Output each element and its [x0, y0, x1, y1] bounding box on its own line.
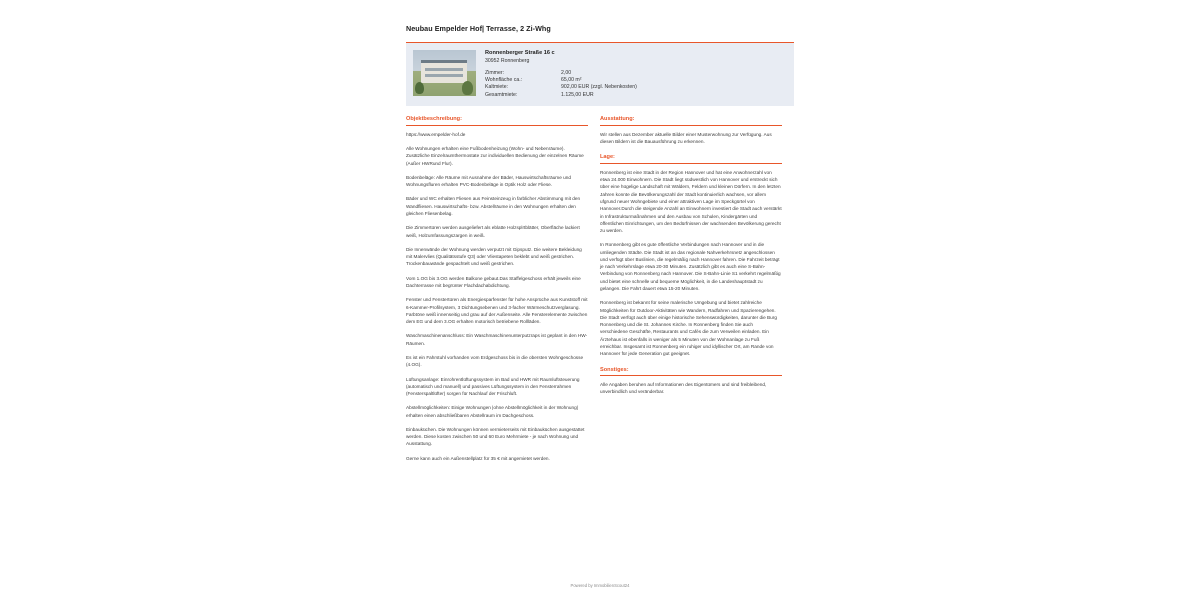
- fact-value: 2,00: [561, 70, 572, 77]
- description-paragraph: Die Zimmertüren werden ausgeliefert als eblatte Holzsplrtblätter, Oberfläche lackiert weiß, Holzumfassungszargen in weiß.: [406, 225, 580, 238]
- section-heading-objektbeschreibung: Objektbeschreibung:: [406, 116, 588, 126]
- lage-paragraph: In Ronnenberg gibt es gute öffentliche Verbindungen nach Hannover und in die umliegenden Städte. Die Stadt ist an das regionale Nahverkehrsnetz angeschlossen und verfügt über Buslinien, die regelmäßig nach Hannover fahren. Die Fahrzeit beträgt je nach Verkehrslage etwa 20-30 Minuten. Zusätzlich gibt es auch eine S-Bahn-Verbindung von Ronnenberg nach Hannover. Die S-Bahn-Linie S1 verkehrt regelmäßig und bietet eine schnelle und bequeme Möglichkeit, in die Landeshauptstadt zu gelangen. Die Fahrt dauert etwa 15-20 Minuten.: [600, 242, 781, 292]
- address-city: 30952 Ronnenberg: [485, 57, 530, 64]
- facts-table: [485, 70, 637, 99]
- description-paragraph: Gerne kann auch ein Außenstellplatz für 35 € mit angemietet werden.: [406, 455, 550, 461]
- description-paragraph: Abstellmöglichkeiten: Einige Wohnungen |ohne Abstellmöglichkeit in der Wohnung| erhalten einen abschließbaren Abstellraum im Dachgeschoss.: [406, 405, 578, 418]
- table-row: [485, 91, 637, 98]
- fact-label: Kaltmiete:: [485, 84, 509, 91]
- fact-value: 1.125,00 EUR: [561, 91, 594, 98]
- column-right: [600, 116, 782, 469]
- description-link[interactable]: https://www.empelder-hof.de: [406, 131, 466, 137]
- lage-paragraph: Ronnenberg ist bekannt für seine malerische Umgebung und bietet zahlreiche Möglichkeiten für Outdoor-Aktivitäten wie Wandern, Radfahren und Spazierengehen. Die Stadt verfügt auch über einige historische Sehenswürdigkeiten, darunter die Burg Ronnenberg und die St. Johannes Kirche. In Ronnenberg finden Sie auch verschiedene Geschäfte, Restaurants und Cafés die zum Verweilen einladen. Ein Ärztehaus ist ebenfalls in weniger als 5 Minuten von der Wohnanlage zu Fuß erreichbar. Insgesamt ist Ronnenberg ein ruhiger und idyllischer Ort, am Rande von Hannover für jede Generation gut geeignet.: [600, 300, 777, 357]
- description-paragraph: Lüftungsanlage: Einrohrentlüftungssystem im Bad und HWR mit Raumluftsteuerung (automatisch und manuell) und passives Lüftungssystem in den Fensterrahmen (Fensterspaltlüfter) sorgen für Nachlauf der Frischluft.: [406, 376, 580, 397]
- description-paragraph: Es ist ein Fahrstuhl vorhanden vom Erdgeschoss bis in die obersten Wohngeschosse (4.OG).: [406, 354, 584, 368]
- description-paragraph: Einbauküchen. Die Wohnungen können vermieterseits mit Einbauküchen ausgestattet werden. Diese kosten zwischen 50 und 60 Euro Mehrmiete - je nach Wohnung und Ausstattung.: [406, 426, 585, 447]
- ausstattung-paragraph: Wir stellen aus Dezember aktuelle Bilder einer Musterwohnung zur Verfügung. Aus diesen Bildern ist die Bauausführung zu erkennen.: [600, 131, 772, 145]
- table-row: [485, 70, 637, 77]
- fact-label: Gesamtmiete:: [485, 91, 518, 98]
- fact-label: Zimmer:: [485, 70, 505, 77]
- lage-paragraph: Ronnenberg ist eine Stadt in der Region Hannover und hat eine Anwohnerzahl von etwa 24.000 Einwohnern. Die Stadt liegt südwestlich von Hannover und erstreckt sich über eine hügelige Landschaft mit Wäldern, Feldern und kleinen Dörfern. In den letzten Jahren konnte die Bevölkerungszahl der Stadt kontinuierlich wachsen, vor allem ufgrund neuer Wohngebiete und einer attraktiven Lage im Speckgürtel von Hannover.Durch die steigende Anzahl an Einwohnern investiert die Stadt auch verstärkt in Infrastrukturmaßnahmen und den Ausbau von Schulen, Kindergärten und öffentlichen Einrichtungen, um den Bedürfnissen der wachsenden Bevölkerung gerecht zu werden.: [600, 169, 782, 234]
- fact-value: 902,00 EUR (zzgl. Nebenkosten): [561, 84, 637, 91]
- footer-powered-by: Powered by ImmobilienScout24: [570, 583, 630, 588]
- document-page: [396, 0, 804, 600]
- description-paragraph: Waschmaschinenanschluss: Ein Waschmaschinenunterputzraps ist geplant in den HW-Räumen.: [406, 333, 588, 346]
- table-row: [485, 77, 637, 84]
- address-street: Ronnenberger Straße 16 c: [485, 50, 555, 56]
- fact-label: Wohnfläche ca.:: [485, 77, 523, 84]
- listing-info: [476, 50, 787, 98]
- description-paragraph: Bodenbeläge: Alle Räume mit Ausnahme der Bäder, Hauswirtschaftsräume und Wohnungsfluren erhalten PVC-Bodenbeläge in Optik Holz oder Fliese.: [406, 174, 571, 188]
- page-title: Neubau Empelder Hof| Terrasse, 2 Zi-Whg: [406, 24, 551, 33]
- description-paragraph: Alle Wohnungen erhalten eine Fußbodenheizung (Wohn- und Nebenräume). Zusätzliche Einzelraumthermostate zur individuellen Bedienung der einzelnen Räume (Außer HWRund Flur).: [406, 146, 584, 166]
- table-row: [485, 84, 637, 91]
- section-heading-ausstattung: Ausstattung:: [600, 116, 782, 126]
- fact-value: 65,00 m²: [561, 77, 582, 84]
- content-columns: [406, 116, 794, 469]
- description-paragraph: Fenster und Fenstertüren als Energiesparfenster für hohe Ansprüche aus Kunststoff mit 6-Kammer-Profilsystem, 3 Dichtungsebenen und 3-facher Wärmeschutzverglasung. Farbtöne weiß innenseitig und grau auf der Außenseite. Alle Fensterelemente zwischen dem EG und dem 3.OG erhalten motorisch betriebene Rollläden.: [406, 297, 588, 325]
- column-left: [406, 116, 588, 469]
- description-paragraph: Die Innenwände der Wohnung werden verputzt mit Gipsputz. Die weitere Bekleidung mit Malervlies (Qualitätsstufe Q3) oder Vliestapeten beklebt und weiß gestrichen. Trockenbauwände gespachtelt und weiß gestrichen.: [406, 246, 582, 267]
- section-heading-sonstiges: Sonstiges:: [600, 367, 782, 377]
- section-heading-lage: Lage:: [600, 154, 782, 164]
- description-paragraph: Vom 1.OG bis 3.OG werden Balkone gebaut.Das Staffelgeschoss erhält jeweils eine Dachterrasse mit begrünter Flachdachabdichtung.: [406, 275, 581, 288]
- property-thumbnail: [413, 50, 476, 96]
- description-paragraph: Bäder und WC erhalten Fliesen aus Feinsteinzeug in farblicher Abstimmung mit den Wandfliesen. Hauswirtschafts- bzw. Abstellräume in den Wohnungen erhalten den gleichen Fliesenbelag.: [406, 196, 581, 216]
- listing-summary-card: [406, 42, 794, 106]
- sonstiges-paragraph: Alle Angaben beruhen auf Informationen des Eigentümers und sind freibleibend, unverbindlich und veränderbar.: [600, 382, 767, 395]
